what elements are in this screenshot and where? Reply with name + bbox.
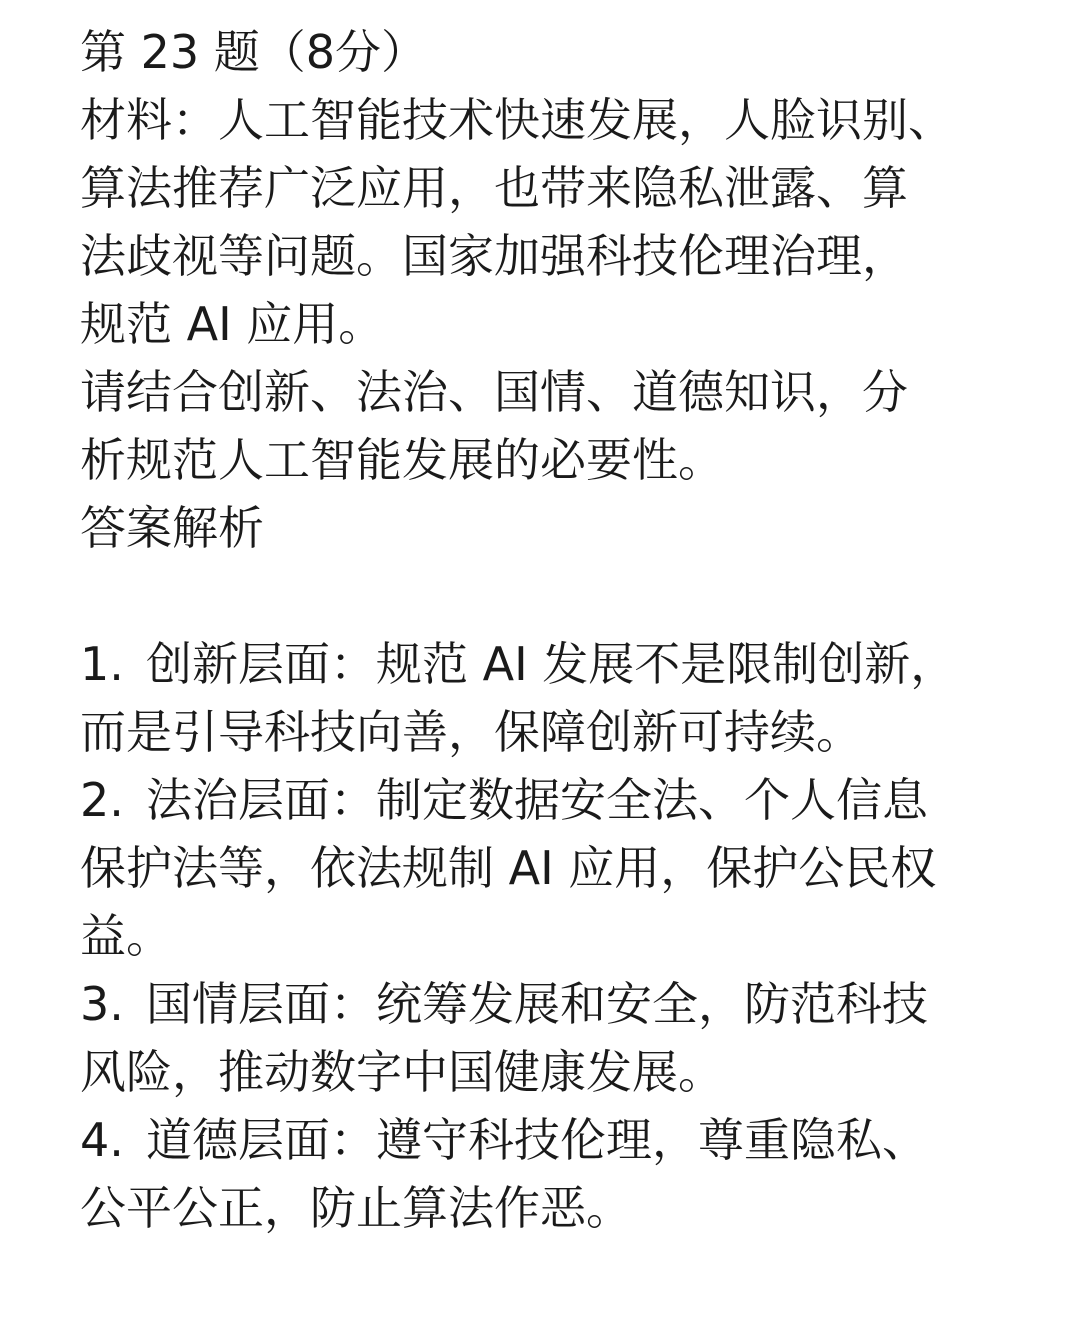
document-page	[80, 18, 1020, 1242]
material-paragraph	[80, 86, 1020, 358]
answer-item-text: 道德层面：遵守科技伦理，尊重隐私、	[146, 1113, 928, 1167]
answer-item-number: 1.	[80, 637, 124, 691]
answer-item	[80, 630, 1020, 766]
answer-item-line: 保护法等，依法规制 AI 应用，保护公民权	[80, 841, 937, 895]
answer-item-number: 2.	[80, 773, 124, 827]
answer-item-number: 4.	[80, 1113, 124, 1167]
answer-item-line	[80, 766, 1020, 834]
answer-item	[80, 766, 1020, 970]
question-prompt	[80, 358, 1020, 494]
answer-item	[80, 1106, 1020, 1242]
material-line: 材料：人工智能技术快速发展，人脸识别、	[80, 93, 954, 147]
answer-list	[80, 630, 1020, 1242]
answer-item-line: 益。	[80, 909, 172, 963]
prompt-line: 请结合创新、法治、国情、道德知识，分	[80, 365, 908, 419]
question-title: 第 23 题（8分）	[80, 25, 428, 79]
answer-item-text: 创新层面：规范 AI 发展不是限制创新，	[146, 637, 957, 691]
prompt-line: 析规范人工智能发展的必要性。	[80, 433, 724, 487]
answer-item-line	[80, 970, 1020, 1038]
answer-item-line	[80, 630, 1020, 698]
material-line: 算法推荐广泛应用，也带来隐私泄露、算	[80, 161, 908, 215]
answer-item-line: 而是引导科技向善，保障创新可持续。	[80, 705, 862, 759]
blank-line	[80, 562, 1020, 630]
answer-item	[80, 970, 1020, 1106]
answer-item-text: 国情层面：统筹发展和安全，防范科技	[146, 977, 928, 1031]
answer-item-text: 法治层面：制定数据安全法、个人信息	[146, 773, 928, 827]
material-line: 规范 AI 应用。	[80, 297, 385, 351]
answer-item-line	[80, 1106, 1020, 1174]
material-line: 法歧视等问题。国家加强科技伦理治理，	[80, 229, 908, 283]
answer-heading: 答案解析	[80, 501, 264, 555]
answer-item-line: 风险，推动数字中国健康发展。	[80, 1045, 724, 1099]
answer-item-number: 3.	[80, 977, 124, 1031]
answer-item-line: 公平公正，防止算法作恶。	[80, 1181, 632, 1235]
